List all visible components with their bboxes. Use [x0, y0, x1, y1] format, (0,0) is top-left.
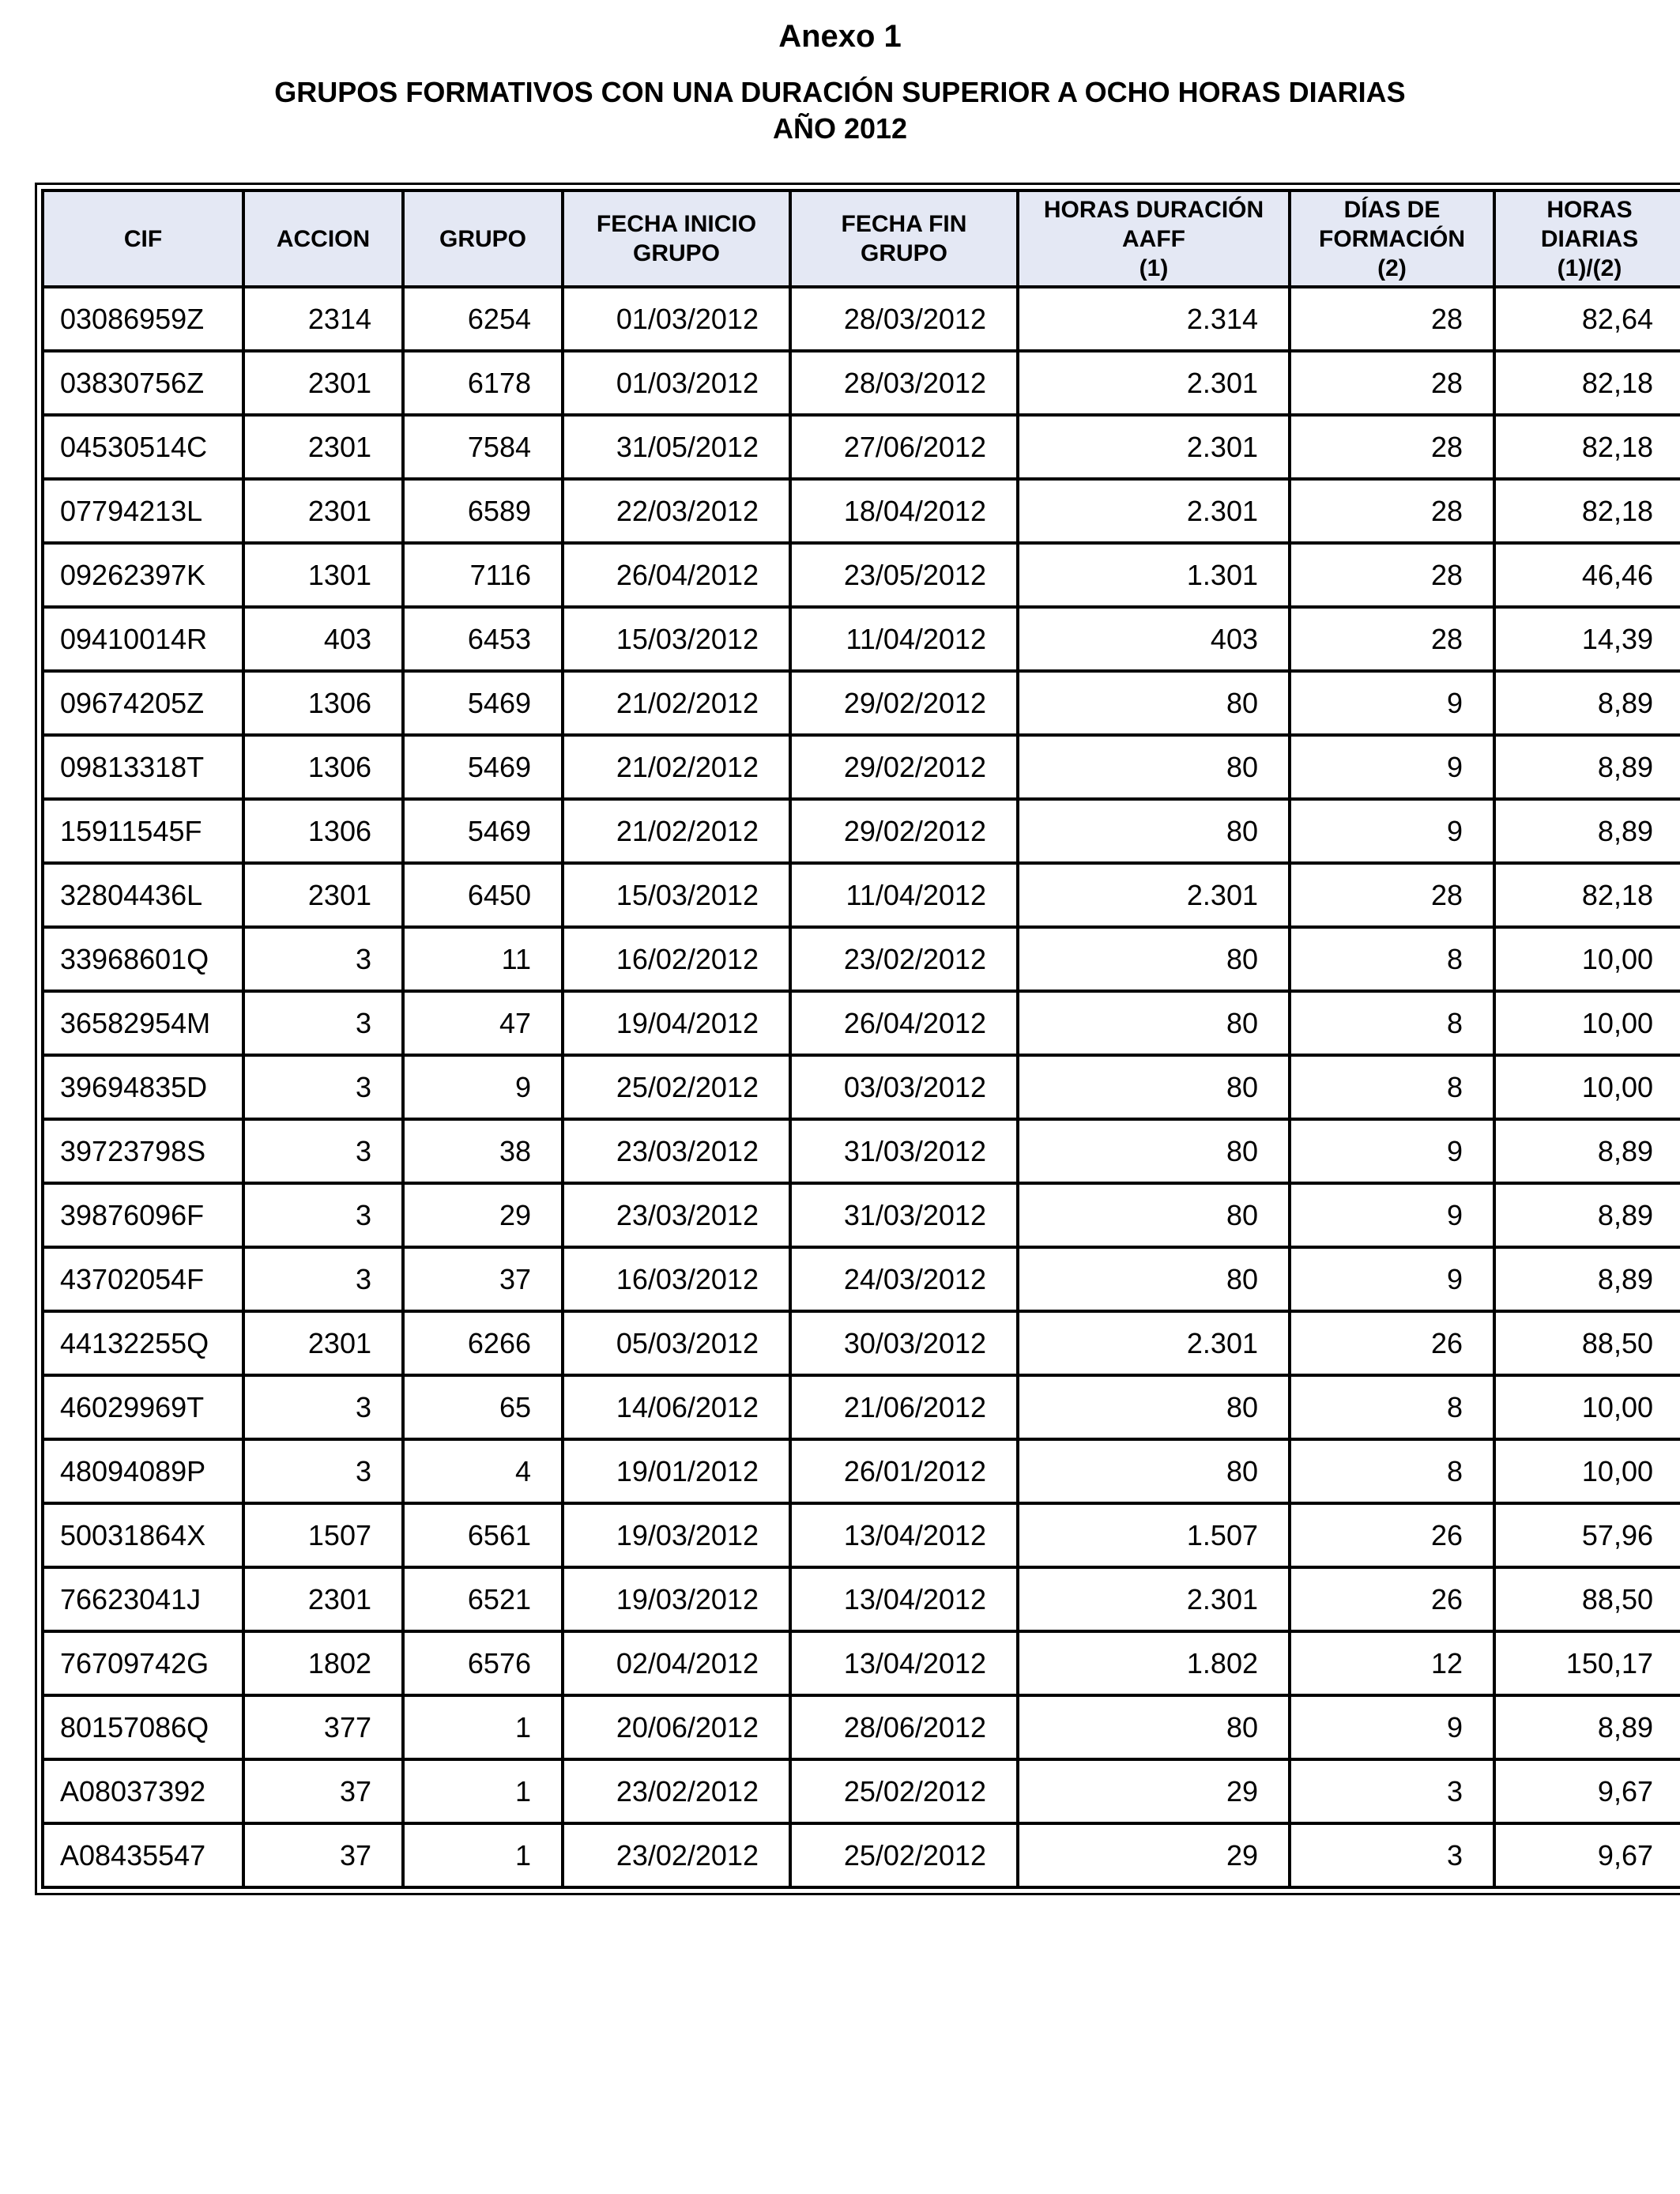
cell-grupo: 1 — [405, 1825, 564, 1889]
table-row — [41, 1441, 1680, 1505]
table-row — [41, 1569, 1680, 1633]
table-row — [41, 609, 1680, 673]
document-title: Anexo 1 — [778, 19, 902, 54]
cell-fecha-inicio: 23/02/2012 — [564, 1761, 792, 1825]
cell-cif: 32804436L — [41, 865, 245, 929]
cell-fecha-inicio: 22/03/2012 — [564, 481, 792, 545]
cell-cif: 36582954M — [41, 993, 245, 1057]
cell-grupo: 65 — [405, 1377, 564, 1441]
cell-cif: 43702054F — [41, 1249, 245, 1313]
cell-accion: 403 — [245, 609, 405, 673]
cell-grupo: 9 — [405, 1057, 564, 1121]
cell-horas-diarias: 8,89 — [1496, 1185, 1680, 1249]
cell-fecha-inicio: 15/03/2012 — [564, 865, 792, 929]
cell-accion: 2301 — [245, 417, 405, 481]
cell-accion: 2301 — [245, 865, 405, 929]
cell-fecha-fin: 30/03/2012 — [792, 1313, 1019, 1377]
header-fecha-fin: FECHA FIN GRUPO — [792, 189, 1019, 288]
cell-dias-formacion: 28 — [1291, 352, 1496, 417]
table-row — [41, 1377, 1680, 1441]
table-row — [41, 865, 1680, 929]
cell-accion: 3 — [245, 1057, 405, 1121]
cell-accion: 3 — [245, 1185, 405, 1249]
cell-accion: 2301 — [245, 1313, 405, 1377]
cell-fecha-inicio: 01/03/2012 — [564, 288, 792, 352]
table-row — [41, 673, 1680, 737]
cell-grupo: 6266 — [405, 1313, 564, 1377]
cell-cif: 09674205Z — [41, 673, 245, 737]
cell-fecha-inicio: 20/06/2012 — [564, 1697, 792, 1761]
cell-accion: 3 — [245, 1249, 405, 1313]
cell-fecha-inicio: 19/01/2012 — [564, 1441, 792, 1505]
cell-grupo: 38 — [405, 1121, 564, 1185]
cell-grupo: 5469 — [405, 737, 564, 801]
cell-accion: 1306 — [245, 737, 405, 801]
cell-horas-duracion: 2.301 — [1019, 1569, 1291, 1633]
cell-fecha-fin: 18/04/2012 — [792, 481, 1019, 545]
cell-grupo: 47 — [405, 993, 564, 1057]
cell-horas-diarias: 82,18 — [1496, 417, 1680, 481]
cell-horas-duracion: 2.301 — [1019, 352, 1291, 417]
cell-fecha-fin: 28/06/2012 — [792, 1697, 1019, 1761]
cell-fecha-fin: 29/02/2012 — [792, 737, 1019, 801]
table-frame — [35, 183, 1680, 1895]
table-row — [41, 1505, 1680, 1569]
cell-grupo: 5469 — [405, 673, 564, 737]
cell-horas-duracion: 2.301 — [1019, 481, 1291, 545]
cell-fecha-inicio: 25/02/2012 — [564, 1057, 792, 1121]
table-row — [41, 1697, 1680, 1761]
cell-accion: 3 — [245, 1441, 405, 1505]
cell-horas-duracion: 2.301 — [1019, 1313, 1291, 1377]
table-row — [41, 737, 1680, 801]
cell-dias-formacion: 28 — [1291, 545, 1496, 609]
cell-horas-diarias: 8,89 — [1496, 737, 1680, 801]
cell-horas-diarias: 82,18 — [1496, 352, 1680, 417]
cell-dias-formacion: 8 — [1291, 1441, 1496, 1505]
table-body — [41, 288, 1680, 1889]
cell-cif: 80157086Q — [41, 1697, 245, 1761]
cell-fecha-inicio: 21/02/2012 — [564, 801, 792, 865]
cell-horas-diarias: 10,00 — [1496, 929, 1680, 993]
cell-grupo: 6178 — [405, 352, 564, 417]
cell-fecha-fin: 13/04/2012 — [792, 1569, 1019, 1633]
cell-grupo: 4 — [405, 1441, 564, 1505]
cell-dias-formacion: 9 — [1291, 1697, 1496, 1761]
cell-dias-formacion: 26 — [1291, 1505, 1496, 1569]
table-row — [41, 1313, 1680, 1377]
cell-horas-diarias: 57,96 — [1496, 1505, 1680, 1569]
cell-fecha-fin: 29/02/2012 — [792, 673, 1019, 737]
cell-fecha-fin: 26/01/2012 — [792, 1441, 1019, 1505]
cell-cif: 15911545F — [41, 801, 245, 865]
cell-fecha-inicio: 21/02/2012 — [564, 673, 792, 737]
cell-horas-diarias: 10,00 — [1496, 1057, 1680, 1121]
cell-fecha-inicio: 01/03/2012 — [564, 352, 792, 417]
cell-fecha-fin: 21/06/2012 — [792, 1377, 1019, 1441]
cell-cif: 48094089P — [41, 1441, 245, 1505]
cell-dias-formacion: 28 — [1291, 609, 1496, 673]
cell-fecha-inicio: 31/05/2012 — [564, 417, 792, 481]
table-row — [41, 993, 1680, 1057]
header-fecha-inicio: FECHA INICIO GRUPO — [564, 189, 792, 288]
cell-cif: 39694835D — [41, 1057, 245, 1121]
cell-fecha-inicio: 02/04/2012 — [564, 1633, 792, 1697]
cell-cif: 44132255Q — [41, 1313, 245, 1377]
cell-horas-duracion: 80 — [1019, 1121, 1291, 1185]
cell-dias-formacion: 26 — [1291, 1313, 1496, 1377]
cell-fecha-inicio: 14/06/2012 — [564, 1377, 792, 1441]
cell-horas-duracion: 80 — [1019, 993, 1291, 1057]
cell-dias-formacion: 9 — [1291, 673, 1496, 737]
cell-horas-diarias: 88,50 — [1496, 1569, 1680, 1633]
header-horas-duracion: HORAS DURACIÓN AAFF (1) — [1019, 189, 1291, 288]
cell-horas-diarias: 10,00 — [1496, 1377, 1680, 1441]
cell-fecha-inicio: 05/03/2012 — [564, 1313, 792, 1377]
cell-cif: A08037392 — [41, 1761, 245, 1825]
table-row — [41, 1633, 1680, 1697]
cell-fecha-fin: 23/02/2012 — [792, 929, 1019, 993]
table-row — [41, 1825, 1680, 1889]
cell-fecha-fin: 29/02/2012 — [792, 801, 1019, 865]
cell-accion: 1306 — [245, 801, 405, 865]
table-row — [41, 481, 1680, 545]
cell-accion: 3 — [245, 1121, 405, 1185]
table-row — [41, 801, 1680, 865]
cell-fecha-inicio: 23/03/2012 — [564, 1121, 792, 1185]
cell-fecha-inicio: 15/03/2012 — [564, 609, 792, 673]
cell-horas-duracion: 2.314 — [1019, 288, 1291, 352]
subtitle-line-1: GRUPOS FORMATIVOS CON UNA DURACIÓN SUPERIOR A OCHO HORAS DIARIAS — [274, 76, 1406, 108]
cell-cif: 09262397K — [41, 545, 245, 609]
cell-horas-duracion: 29 — [1019, 1761, 1291, 1825]
cell-horas-diarias: 10,00 — [1496, 993, 1680, 1057]
cell-grupo: 37 — [405, 1249, 564, 1313]
cell-grupo: 6453 — [405, 609, 564, 673]
cell-fecha-inicio: 19/03/2012 — [564, 1505, 792, 1569]
cell-fecha-fin: 27/06/2012 — [792, 417, 1019, 481]
cell-dias-formacion: 12 — [1291, 1633, 1496, 1697]
training-groups-table — [41, 189, 1680, 1889]
cell-horas-diarias: 82,18 — [1496, 865, 1680, 929]
table-row — [41, 1121, 1680, 1185]
cell-grupo: 6561 — [405, 1505, 564, 1569]
cell-horas-duracion: 80 — [1019, 1249, 1291, 1313]
cell-cif: 76623041J — [41, 1569, 245, 1633]
cell-fecha-inicio: 16/03/2012 — [564, 1249, 792, 1313]
table-row — [41, 352, 1680, 417]
cell-grupo: 7116 — [405, 545, 564, 609]
cell-fecha-fin: 28/03/2012 — [792, 288, 1019, 352]
cell-horas-duracion: 80 — [1019, 673, 1291, 737]
cell-cif: 03830756Z — [41, 352, 245, 417]
cell-horas-duracion: 80 — [1019, 1697, 1291, 1761]
cell-grupo: 6450 — [405, 865, 564, 929]
cell-accion: 2301 — [245, 481, 405, 545]
table-row — [41, 545, 1680, 609]
table-row — [41, 929, 1680, 993]
table-row — [41, 1057, 1680, 1121]
table-row — [41, 288, 1680, 352]
cell-fecha-inicio: 23/03/2012 — [564, 1185, 792, 1249]
cell-grupo: 7584 — [405, 417, 564, 481]
cell-fecha-fin: 24/03/2012 — [792, 1249, 1019, 1313]
cell-accion: 2301 — [245, 352, 405, 417]
cell-horas-duracion: 80 — [1019, 1441, 1291, 1505]
header-cif: CIF — [41, 189, 245, 288]
document-subtitle — [0, 74, 1680, 147]
cell-fecha-fin: 03/03/2012 — [792, 1057, 1019, 1121]
cell-grupo: 6521 — [405, 1569, 564, 1633]
subtitle-line-2: AÑO 2012 — [772, 112, 908, 145]
cell-dias-formacion: 9 — [1291, 1249, 1496, 1313]
cell-horas-diarias: 14,39 — [1496, 609, 1680, 673]
cell-grupo: 11 — [405, 929, 564, 993]
cell-horas-duracion: 2.301 — [1019, 865, 1291, 929]
cell-accion: 1507 — [245, 1505, 405, 1569]
cell-dias-formacion: 3 — [1291, 1761, 1496, 1825]
cell-cif: 39876096F — [41, 1185, 245, 1249]
cell-horas-diarias: 8,89 — [1496, 801, 1680, 865]
cell-accion: 3 — [245, 929, 405, 993]
cell-fecha-inicio: 23/02/2012 — [564, 1825, 792, 1889]
table-row — [41, 417, 1680, 481]
cell-grupo: 6589 — [405, 481, 564, 545]
cell-accion: 3 — [245, 1377, 405, 1441]
cell-horas-duracion: 80 — [1019, 801, 1291, 865]
cell-dias-formacion: 8 — [1291, 1057, 1496, 1121]
header-accion: ACCION — [245, 189, 405, 288]
table-row — [41, 1249, 1680, 1313]
cell-horas-diarias: 46,46 — [1496, 545, 1680, 609]
cell-horas-duracion: 80 — [1019, 1057, 1291, 1121]
cell-cif: 03086959Z — [41, 288, 245, 352]
cell-horas-duracion: 80 — [1019, 737, 1291, 801]
header-dias-formacion: DÍAS DE FORMACIÓN (2) — [1291, 189, 1496, 288]
cell-cif: 33968601Q — [41, 929, 245, 993]
cell-cif: 46029969T — [41, 1377, 245, 1441]
cell-horas-diarias: 10,00 — [1496, 1441, 1680, 1505]
cell-horas-diarias: 82,18 — [1496, 481, 1680, 545]
cell-cif: A08435547 — [41, 1825, 245, 1889]
cell-horas-duracion: 29 — [1019, 1825, 1291, 1889]
cell-dias-formacion: 26 — [1291, 1569, 1496, 1633]
cell-accion: 37 — [245, 1825, 405, 1889]
cell-dias-formacion: 28 — [1291, 481, 1496, 545]
cell-dias-formacion: 9 — [1291, 1185, 1496, 1249]
table-row — [41, 1185, 1680, 1249]
cell-cif: 09813318T — [41, 737, 245, 801]
cell-fecha-fin: 31/03/2012 — [792, 1121, 1019, 1185]
cell-horas-duracion: 403 — [1019, 609, 1291, 673]
cell-horas-duracion: 80 — [1019, 1185, 1291, 1249]
cell-cif: 76709742G — [41, 1633, 245, 1697]
cell-dias-formacion: 28 — [1291, 865, 1496, 929]
cell-dias-formacion: 9 — [1291, 801, 1496, 865]
cell-fecha-fin: 25/02/2012 — [792, 1825, 1019, 1889]
cell-cif: 04530514C — [41, 417, 245, 481]
cell-horas-duracion: 1.301 — [1019, 545, 1291, 609]
cell-fecha-fin: 13/04/2012 — [792, 1633, 1019, 1697]
cell-dias-formacion: 28 — [1291, 417, 1496, 481]
cell-grupo: 5469 — [405, 801, 564, 865]
cell-dias-formacion: 9 — [1291, 737, 1496, 801]
cell-cif: 50031864X — [41, 1505, 245, 1569]
cell-grupo: 1 — [405, 1697, 564, 1761]
cell-horas-diarias: 9,67 — [1496, 1761, 1680, 1825]
cell-fecha-fin: 11/04/2012 — [792, 865, 1019, 929]
header-grupo: GRUPO — [405, 189, 564, 288]
cell-horas-duracion: 1.507 — [1019, 1505, 1291, 1569]
cell-dias-formacion: 8 — [1291, 1377, 1496, 1441]
cell-horas-duracion: 1.802 — [1019, 1633, 1291, 1697]
table-row — [41, 1761, 1680, 1825]
cell-fecha-inicio: 19/04/2012 — [564, 993, 792, 1057]
cell-horas-diarias: 8,89 — [1496, 673, 1680, 737]
cell-dias-formacion: 9 — [1291, 1121, 1496, 1185]
cell-accion: 37 — [245, 1761, 405, 1825]
cell-accion: 2301 — [245, 1569, 405, 1633]
cell-fecha-fin: 25/02/2012 — [792, 1761, 1019, 1825]
cell-horas-diarias: 9,67 — [1496, 1825, 1680, 1889]
header-row — [41, 189, 1680, 288]
header-horas-diarias: HORAS DIARIAS (1)/(2) — [1496, 189, 1680, 288]
cell-grupo: 6576 — [405, 1633, 564, 1697]
cell-fecha-inicio: 19/03/2012 — [564, 1569, 792, 1633]
cell-dias-formacion: 28 — [1291, 288, 1496, 352]
cell-horas-diarias: 8,89 — [1496, 1249, 1680, 1313]
cell-cif: 39723798S — [41, 1121, 245, 1185]
cell-grupo: 6254 — [405, 288, 564, 352]
cell-horas-diarias: 82,64 — [1496, 288, 1680, 352]
cell-cif: 09410014R — [41, 609, 245, 673]
cell-grupo: 1 — [405, 1761, 564, 1825]
cell-fecha-fin: 13/04/2012 — [792, 1505, 1019, 1569]
cell-fecha-fin: 23/05/2012 — [792, 545, 1019, 609]
cell-fecha-fin: 26/04/2012 — [792, 993, 1019, 1057]
cell-fecha-fin: 28/03/2012 — [792, 352, 1019, 417]
cell-horas-diarias: 88,50 — [1496, 1313, 1680, 1377]
cell-grupo: 29 — [405, 1185, 564, 1249]
cell-accion: 1802 — [245, 1633, 405, 1697]
cell-accion: 377 — [245, 1697, 405, 1761]
cell-fecha-inicio: 26/04/2012 — [564, 545, 792, 609]
cell-horas-diarias: 8,89 — [1496, 1697, 1680, 1761]
cell-dias-formacion: 8 — [1291, 929, 1496, 993]
cell-accion: 1301 — [245, 545, 405, 609]
cell-horas-duracion: 80 — [1019, 1377, 1291, 1441]
cell-accion: 1306 — [245, 673, 405, 737]
cell-horas-diarias: 150,17 — [1496, 1633, 1680, 1697]
cell-accion: 3 — [245, 993, 405, 1057]
cell-cif: 07794213L — [41, 481, 245, 545]
cell-fecha-inicio: 21/02/2012 — [564, 737, 792, 801]
cell-fecha-fin: 11/04/2012 — [792, 609, 1019, 673]
cell-accion: 2314 — [245, 288, 405, 352]
cell-dias-formacion: 8 — [1291, 993, 1496, 1057]
cell-horas-duracion: 2.301 — [1019, 417, 1291, 481]
cell-dias-formacion: 3 — [1291, 1825, 1496, 1889]
cell-fecha-inicio: 16/02/2012 — [564, 929, 792, 993]
cell-fecha-fin: 31/03/2012 — [792, 1185, 1019, 1249]
cell-horas-duracion: 80 — [1019, 929, 1291, 993]
cell-horas-diarias: 8,89 — [1496, 1121, 1680, 1185]
